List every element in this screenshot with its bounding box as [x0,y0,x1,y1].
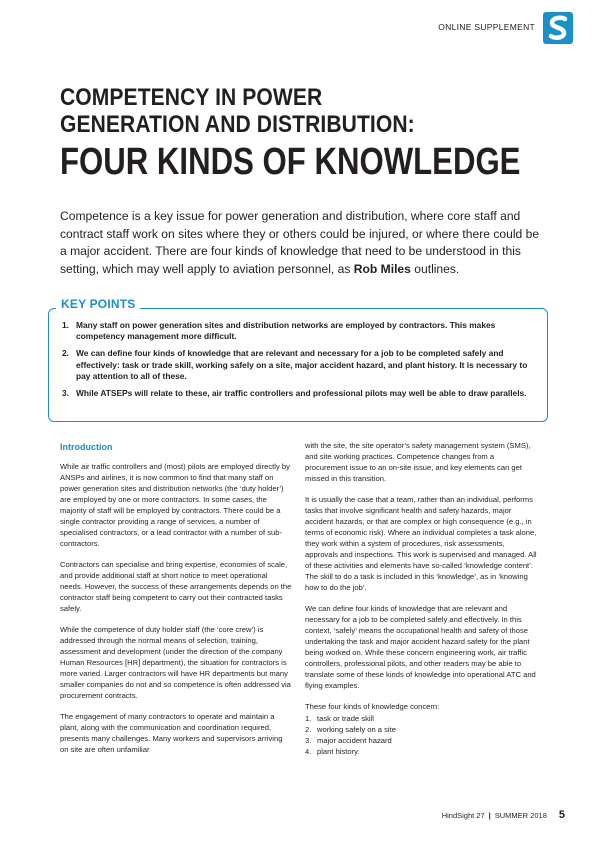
list-text: task or trade skill [317,714,374,723]
intro-text: Competence is a key issue for power generation and distribution, where core staff and contract staff work on sites where they or others could be injured, or where there could be a major accident. There are four kinds of knowledge that need to be understood in this setting, which may well apply to aviation personnel, as [60,209,540,276]
section-heading-introduction: Introduction [60,442,113,452]
list-item [305,735,537,746]
key-point-item [62,320,532,342]
body-paragraph: While the competence of duty holder staff (the ‘core crew’) is addressed through the normal means of selection, training, assessment and development (under the direction of the company Human Resources [HR] department), the situation for contractors is more varied. Larger contractors will have HR departments but many smaller companies do not and so competence is often addressed via procurement contracts. [60,625,291,700]
right-column [305,440,537,757]
key-point-number: 1. [62,320,69,330]
key-point-number: 2. [62,348,69,359]
list-text: working safely on a site [317,725,396,734]
list-item [305,724,537,735]
author-name: Rob Miles [353,261,411,276]
key-points-title: KEY POINTS [56,297,140,311]
body-paragraph: We can define four kinds of knowledge that are relevant and necessary for a job to be completed safely and effectively. In this context, ‘safely’ means the occupational health and safety of those undertaking the task and major accident hazard safety for the plant being worked on. While these concern engineering work, air traffic controllers, professional pilots, and other readers may be able to translate some of these kinds of knowledge into operational ATC and flying examples. [305,604,536,690]
key-point-item [62,388,532,399]
body-paragraph: with the site, the site operator’s safety management system (SMS), and site working practices. Competence changes from a procurement issue to an on-site issue, and key elements can get missed in this transition. [305,441,531,483]
title-line-2: GENERATION AND DISTRIBUTION: [60,111,415,138]
list-item [305,713,537,724]
list-number: 4. [305,747,312,756]
publication-name: HindSight 27 [441,810,485,820]
body-paragraph: The engagement of many contractors to operate and maintain a plant, along with the communication and coordination required, presents many challenges. Many workers and supervisors arriving on site are often unfamiliar [60,712,283,754]
key-point-number: 3. [62,388,69,399]
key-points-list [62,320,532,405]
list-intro: These four kinds of knowledge concern: [305,702,440,711]
title-line-3: FOUR KINDS OF KNOWLEDGE [60,141,521,183]
list-number: 1. [305,714,312,723]
supplement-label: ONLINE SUPPLEMENT [438,22,535,32]
knowledge-list [305,713,537,757]
key-point-text: We can define four kinds of knowledge that are relevant and necessary for a job to be completed safely and effectively: task or trade skill, working safely on a site, major accident hazard, and plant history. It is necessary to pay attention to all of these. [76,348,528,381]
body-paragraph: Contractors can specialise and bring expertise, economies of scale, and provide additional staff at short notice to meet operational needs. However, the success of these arrangements depends on the contractor staff being competent to carry out their contracted tasks safely. [60,560,292,613]
list-number: 3. [305,736,312,745]
page-footer [442,809,565,821]
s-logo-icon [543,12,573,44]
left-column [60,442,292,765]
list-number: 2. [305,725,312,734]
body-paragraph: While air traffic controllers and (most) pilots are employed directly by ANSPs and airlines, it is now common to find that many staff on power generation sites and distribution networks (the ‘duty holder’) are employed by one or more contractors. In some cases, the majority of staff will be employed by contractors. There could be a single contractor providing a range of services, a number of specialised contractors, or a lead contractor with a number of sub-contractors. [60,462,290,548]
list-text: plant history. [317,747,360,756]
title-line-1: COMPETENCY IN POWER [60,84,323,111]
intro-suffix: outlines. [410,261,460,276]
list-item [305,746,537,757]
intro-paragraph [60,208,540,278]
key-point-item [62,348,532,382]
page-number: 5 [558,809,565,821]
footer-separator: | [488,810,491,820]
issue-label: SUMMER 2018 [494,810,547,820]
key-point-text: Many staff on power generation sites and distribution networks are employed by contractors. This makes competency management more difficult. [76,320,496,342]
page-title [60,84,560,184]
body-paragraph: It is usually the case that a team, rather than an individual, performs tasks that involve significant health and safety hazards, major accident hazards, or that are complex or high consequence (e.g., in terms of economic risk). Where an individual completes a task alone, they work within a system of procedures, risk assessments, approvals and inspections. This work is supervised and managed. All of these activities and elements have so-called ‘knowledge content’. The skill to do a task is included in this ‘knowledge’, as in ‘knowing how to do the job’. [305,495,537,592]
list-text: major accident hazard [317,736,392,745]
key-point-text: While ATSEPs will relate to these, air traffic controllers and professional pilots may well be able to draw parallels. [76,388,527,399]
